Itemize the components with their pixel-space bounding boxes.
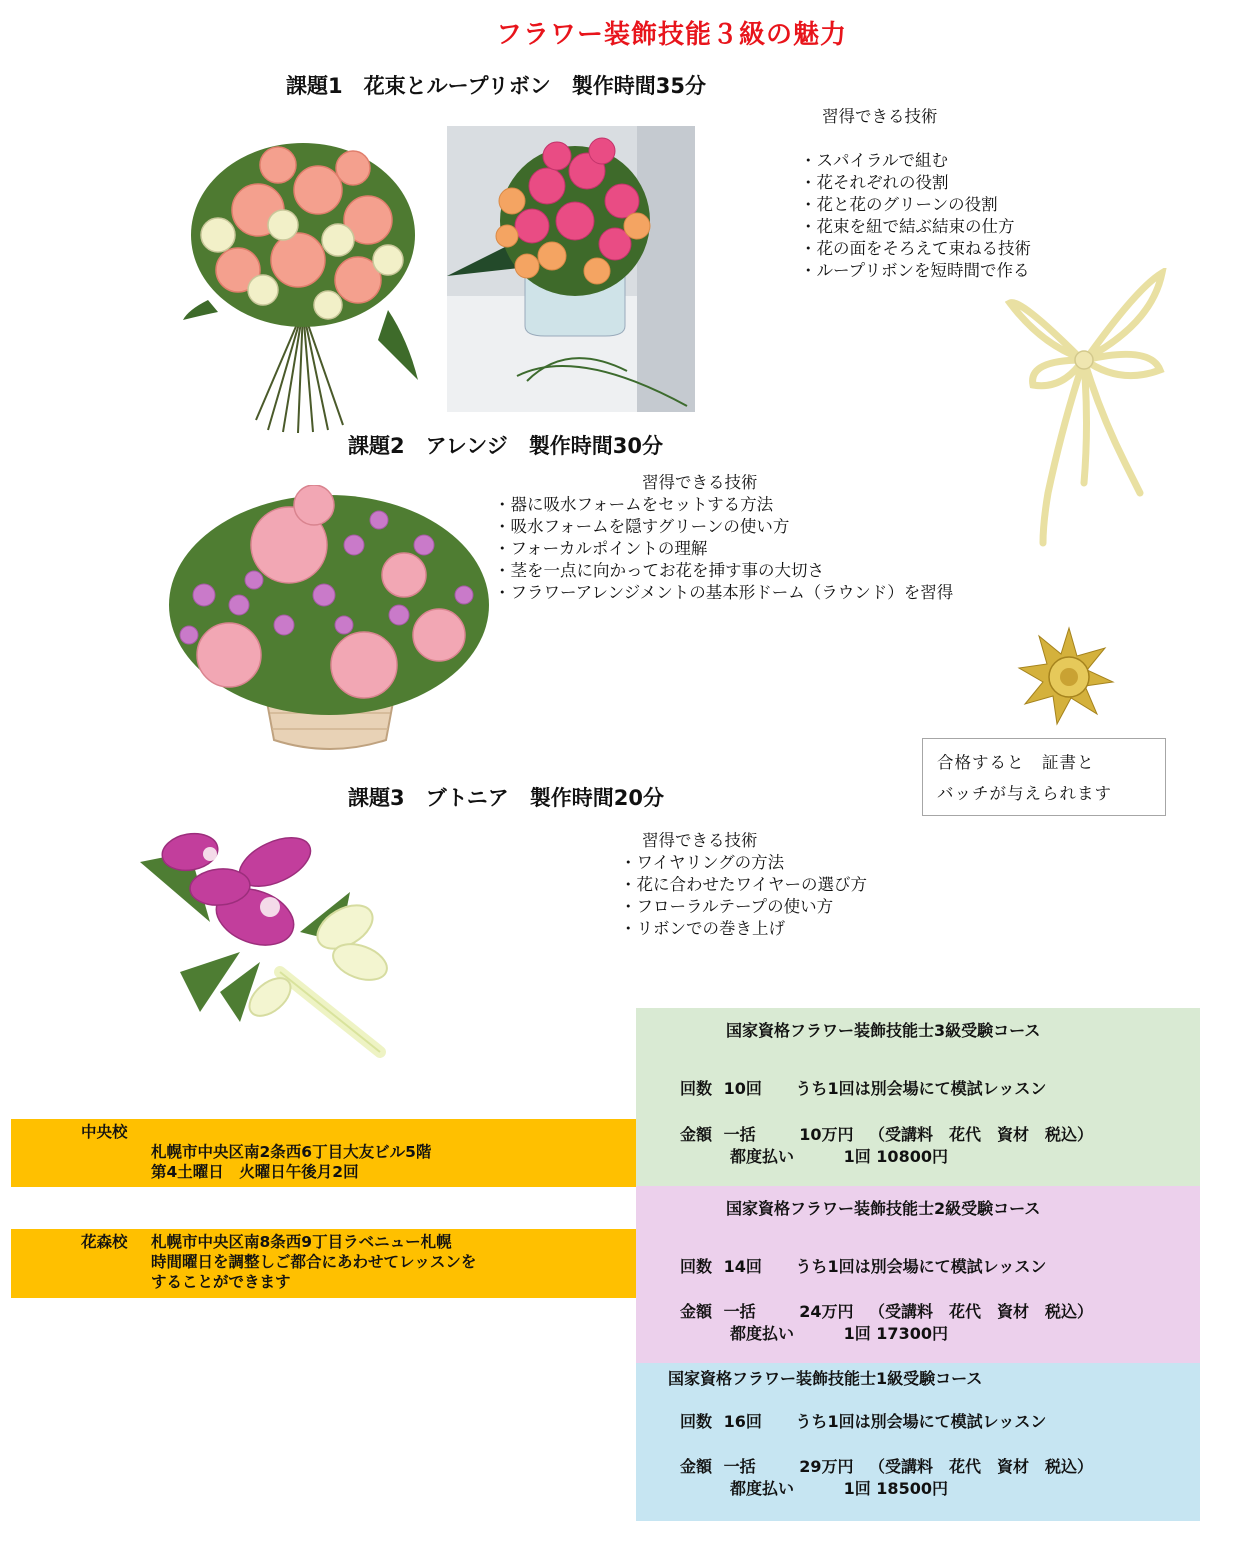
lump-label: 一括	[723, 1457, 756, 1476]
bouquet-photo	[178, 140, 428, 435]
count-label: 回数	[680, 1079, 713, 1098]
lump-label: 一括	[723, 1302, 756, 1321]
page-title: フラワー装飾技能３級の魅力	[495, 20, 847, 50]
school-note: することができます	[151, 1273, 291, 1291]
count-note: うち1回は別会場にて模試レッスン	[795, 1257, 1047, 1276]
skill-item: ・ 花に合わせたワイヤーの選び方	[620, 874, 867, 896]
per-label: 都度払い	[730, 1324, 795, 1343]
course-level2	[636, 1186, 1200, 1363]
task2-skills-label: 習得できる技術	[642, 473, 758, 492]
course-per-row	[730, 1144, 948, 1167]
skill-item: ・ 花それぞれの役割	[800, 172, 1031, 194]
course-lump-row	[680, 1122, 1093, 1145]
boutonniere-photo	[130, 822, 405, 1058]
lump-price: 24万円	[799, 1302, 854, 1321]
count-value: 14回	[723, 1257, 762, 1276]
course-count-row	[680, 1409, 1046, 1432]
skill-item: ・ 茎を一点に向かってお花を挿す事の大切さ	[494, 560, 953, 582]
price-label: 金額	[680, 1457, 713, 1476]
notice-line: 合格すると 証書と	[937, 753, 1095, 772]
course-per-row	[730, 1476, 948, 1499]
school-address: 札幌市中央区南2条西6丁目大友ビル5階	[151, 1143, 432, 1161]
course-level1	[636, 1363, 1200, 1521]
school-name: 花森校	[81, 1233, 128, 1251]
school-note: 時間曜日を調整しご都合にあわせてレッスンを	[151, 1253, 477, 1271]
per-price: 1回 18500円	[843, 1479, 948, 1498]
count-label: 回数	[680, 1412, 713, 1431]
per-label: 都度払い	[730, 1147, 795, 1166]
count-value: 10回	[723, 1079, 762, 1098]
lump-price: 10万円	[799, 1125, 854, 1144]
school-hanamori	[11, 1229, 637, 1298]
count-value: 16回	[723, 1412, 762, 1431]
task1-skills	[800, 106, 1031, 282]
course-count-row	[680, 1076, 1046, 1099]
lump-price: 29万円	[799, 1457, 854, 1476]
skill-item: ・ 花束を紐で結ぶ結束の仕方	[800, 216, 1031, 238]
arrangement-photo	[164, 485, 494, 760]
lump-label: 一括	[723, 1125, 756, 1144]
per-label: 都度払い	[730, 1479, 795, 1498]
course-lump-row	[680, 1454, 1093, 1477]
skill-item: ・ 器に吸水フォームをセットする方法	[494, 494, 953, 516]
course-title: 国家資格フラワー装飾技能士2級受験コース	[726, 1199, 1041, 1218]
school-name: 中央校	[81, 1123, 128, 1141]
skill-item: ・ 花の面をそろえて束ねる技術	[800, 238, 1031, 260]
skill-item: ・ ループリボンを短時間で作る	[800, 260, 1031, 282]
task3-skills	[620, 830, 867, 940]
task3-heading: 課題3 ブトニア 製作時間20分	[348, 786, 664, 810]
school-address: 札幌市中央区南8条西9丁目ラベニュー札幌	[151, 1233, 452, 1251]
bouquet-in-vase-photo	[447, 126, 695, 412]
skill-item: ・ スパイラルで組む	[800, 150, 1031, 172]
skill-item: ・ 花と花のグリーンの役割	[800, 194, 1031, 216]
badge-photo	[1013, 622, 1125, 732]
skill-item: ・ 吸水フォームを隠すグリーンの使い方	[494, 516, 953, 538]
skill-item: ・ フローラルテープの使い方	[620, 896, 867, 918]
course-title: 国家資格フラワー装飾技能士1級受験コース	[668, 1369, 983, 1388]
school-schedule: 第4土曜日 火曜日午後月2回	[151, 1163, 359, 1181]
school-central	[11, 1119, 637, 1187]
loop-ribbon-photo	[1005, 268, 1170, 550]
task3-skills-label: 習得できる技術	[642, 831, 758, 850]
count-note: うち1回は別会場にて模試レッスン	[795, 1412, 1047, 1431]
skill-item: ・ ワイヤリングの方法	[620, 852, 867, 874]
skill-item: ・ リボンでの巻き上げ	[620, 918, 867, 940]
course-level3	[636, 1008, 1200, 1186]
lump-note: （受講料 花代 資材 税込）	[869, 1125, 1094, 1144]
course-per-row	[730, 1321, 948, 1344]
task1-heading: 課題1 花束とループリボン 製作時間35分	[286, 74, 706, 98]
task2-heading: 課題2 アレンジ 製作時間30分	[348, 434, 663, 458]
lump-note: （受講料 花代 資材 税込）	[869, 1457, 1094, 1476]
per-price: 1回 10800円	[843, 1147, 948, 1166]
price-label: 金額	[680, 1302, 713, 1321]
per-price: 1回 17300円	[843, 1324, 948, 1343]
skill-item: ・ フォーカルポイントの理解	[494, 538, 953, 560]
task2-skills	[494, 472, 953, 604]
course-lump-row	[680, 1299, 1093, 1322]
certificate-notice	[922, 738, 1166, 816]
course-count-row	[680, 1254, 1046, 1277]
task1-skills-label: 習得できる技術	[822, 107, 938, 126]
course-title: 国家資格フラワー装飾技能士3級受験コース	[726, 1021, 1041, 1040]
count-label: 回数	[680, 1257, 713, 1276]
lump-note: （受講料 花代 資材 税込）	[869, 1302, 1094, 1321]
notice-line: バッチが与えられます	[937, 784, 1112, 803]
skill-item: ・ フラワーアレンジメントの基本形ドーム（ラウンド）を習得	[494, 582, 953, 604]
count-note: うち1回は別会場にて模試レッスン	[795, 1079, 1047, 1098]
price-label: 金額	[680, 1125, 713, 1144]
